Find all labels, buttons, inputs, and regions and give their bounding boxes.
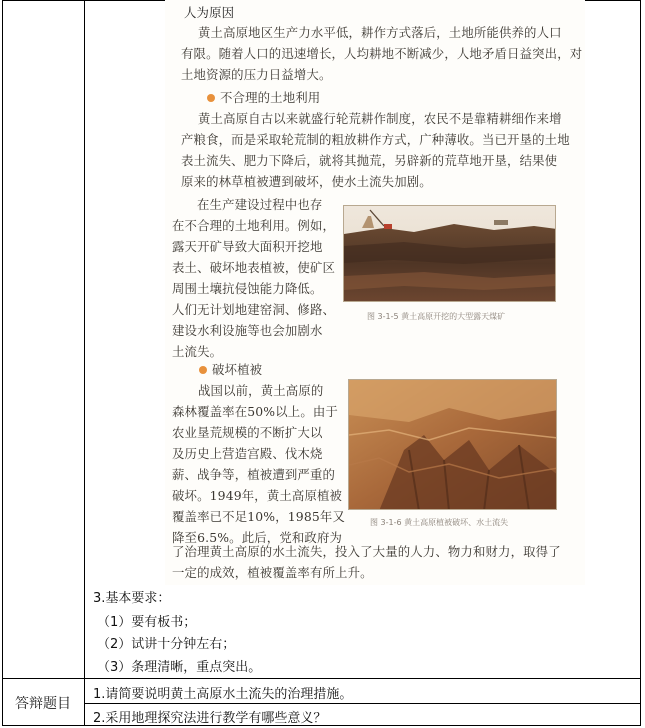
para1-line3: 土地资源的压力日益增大。 [181,67,332,82]
para1-line1: 黄土高原地区生产力水平低，耕作方式落后，土地所能供养的人口 [198,25,562,40]
heading-human-causes: 人为原因 [184,5,235,20]
erosion-illustration [349,380,557,510]
para4-line5: 薪、战争等，植被遭到严重的 [172,467,336,482]
para1-line2: 有限。随着人口的迅速增长，人均耕地不断减少，人地矛盾日益突出，对 [181,46,583,61]
column-divider [84,0,85,726]
requirements-title: 3.基本要求： [93,591,171,606]
para2-line3: 表土流失、肥力下降后，就将其抛荒，另辟新的荒草地开垦，结果使 [181,153,558,168]
erosion-photo [348,379,557,510]
para4-line6: 破坏。1949年，黄土高原植被 [172,488,343,503]
para4-line8: 降至6.5%。此后，党和政府为 [172,530,343,545]
para4-line1: 战国以前，黄土高原的 [198,383,324,398]
defense-question-1: 1.请简要说明黄土高原水土流失的治理措施。 [93,687,353,702]
para4-line3: 农业垦荒规模的不断扩大以 [172,425,323,440]
para5-line2: 一定的成效，植被覆盖率有所上升。 [172,565,373,580]
para3-line6: 人们无计划地建窑洞、修路、 [172,302,336,317]
mine-photo-caption: 图 3-1-5 黄土高原开挖的大型露天煤矿 [367,312,506,321]
requirement-item-3: （3）条理清晰，重点突出。 [97,660,262,675]
para3-line7: 建设水利设施等也会加剧水 [172,323,323,338]
requirement-item-1: （1）要有板书； [97,615,197,630]
defense-label: 答辩题目 [15,695,71,712]
defense-question-2: 2.采用地理探究法进行教学有哪些意义？ [93,711,327,726]
para2-line2: 产粮食，而是采取轮荒制的粗放耕作方式，广种薄收。当已开垦的土地 [181,132,570,147]
question-divider [84,703,641,704]
para3-line4: 表土、破坏地表植被，使矿区 [172,260,336,275]
para3-line8: 土流失。 [172,344,223,359]
para2-line4: 原来的林草植被遭到破坏，使水土流失加剧。 [181,174,432,189]
heading-land-use: 不合理的土地利用 [207,88,320,107]
row-divider [2,678,641,679]
mine-illustration [344,206,556,302]
orange-bullet-icon [199,366,207,374]
orange-bullet-icon [207,94,215,102]
para5-line1: 了治理黄土高原的水土流失，投入了大量的人力、物力和财力，取得了 [172,544,561,559]
requirement-item-2: （2）试讲十分钟左右； [97,637,236,652]
para3-line5: 周围土壤抗侵蚀能力降低。 [172,281,323,296]
mine-photo [343,205,556,302]
heading-vegetation: 破坏植被 [199,360,262,379]
erosion-photo-caption: 图 3-1-6 黄土高原植被破坏、水土流失 [370,518,509,527]
para3-line2: 在不合理的土地利用。例如， [172,218,336,233]
para4-line7: 覆盖率已不足10%，1985年又 [172,509,345,524]
para3-line1: 在生产建设过程中也存 [197,197,323,212]
para4-line2: 森林覆盖率在50%以上。由于 [172,404,338,419]
para2-line1: 黄土高原自古以来就盛行轮荒耕作制度，农民不是靠精耕细作来增 [198,111,562,126]
para3-line3: 露天开矿导致大面积开挖地 [172,239,323,254]
para4-line4: 及历史上营造宫殿、伐木烧 [172,446,323,461]
